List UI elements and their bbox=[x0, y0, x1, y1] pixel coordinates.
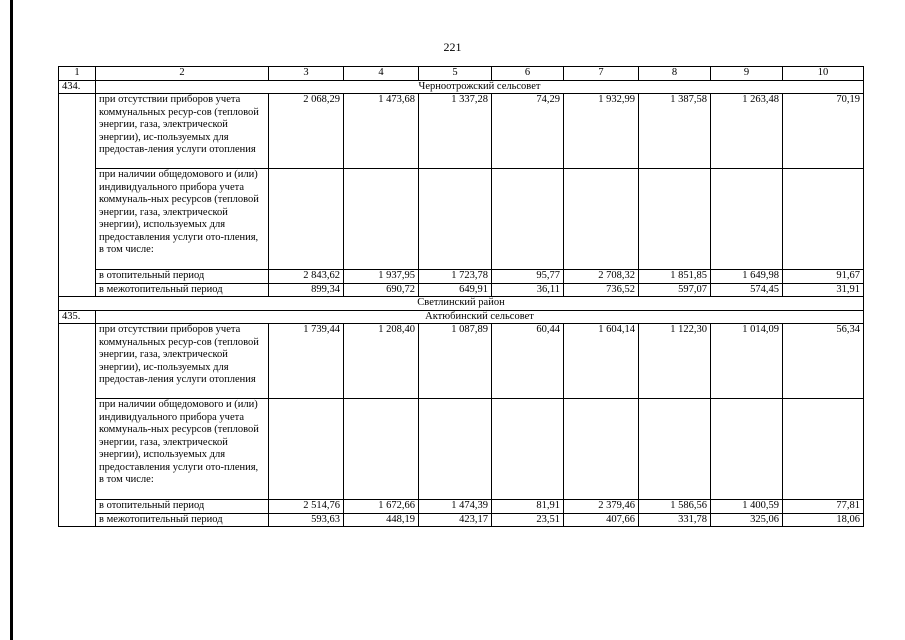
empty-cell bbox=[492, 399, 564, 500]
value-cell: 325,06 bbox=[711, 513, 783, 527]
value-cell: 1 586,56 bbox=[639, 500, 711, 514]
value-cell: 36,11 bbox=[492, 283, 564, 297]
value-cell: 690,72 bbox=[344, 283, 419, 297]
value-cell: 1 937,95 bbox=[344, 270, 419, 284]
value-cell: 597,07 bbox=[639, 283, 711, 297]
value-cell: 574,45 bbox=[711, 283, 783, 297]
value-cell: 1 014,09 bbox=[711, 324, 783, 399]
value-cell: 899,34 bbox=[269, 283, 344, 297]
row-number-spacer bbox=[59, 94, 96, 297]
value-cell: 23,51 bbox=[492, 513, 564, 527]
value-cell: 1 649,98 bbox=[711, 270, 783, 284]
row-number: 434. bbox=[59, 80, 96, 94]
table-row bbox=[59, 513, 864, 527]
row-label: в межотопительный период bbox=[96, 513, 269, 527]
municipality-row bbox=[59, 310, 864, 324]
empty-cell bbox=[564, 169, 639, 270]
value-cell: 736,52 bbox=[564, 283, 639, 297]
value-cell: 423,17 bbox=[419, 513, 492, 527]
value-cell: 1 851,85 bbox=[639, 270, 711, 284]
value-cell: 407,66 bbox=[564, 513, 639, 527]
header-cell: 4 bbox=[344, 67, 419, 81]
value-cell: 1 400,59 bbox=[711, 500, 783, 514]
empty-cell bbox=[711, 399, 783, 500]
value-cell: 60,44 bbox=[492, 324, 564, 399]
table-row bbox=[59, 399, 864, 500]
value-cell: 91,67 bbox=[783, 270, 864, 284]
row-label: при наличии общедомового и (или) индивидуального прибора учета коммуналь-ных ресурсов (тепловой энергии, газа, электрической энергии), используемых для предоставления услуги ото-пления, в том числе: bbox=[96, 399, 269, 500]
value-cell: 81,91 bbox=[492, 500, 564, 514]
empty-cell bbox=[344, 169, 419, 270]
header-cell: 9 bbox=[711, 67, 783, 81]
municipality-name: Актюбинский сельсовет bbox=[96, 310, 864, 324]
row-number-spacer bbox=[59, 324, 96, 527]
row-label: при отсутствии приборов учета коммунальных ресур-сов (тепловой энергии, газа, электрической энергии), ис-пользуемых для предостав-ления услуги отопления bbox=[96, 324, 269, 399]
empty-cell bbox=[419, 169, 492, 270]
empty-cell bbox=[639, 399, 711, 500]
table-row bbox=[59, 324, 864, 399]
empty-cell bbox=[492, 169, 564, 270]
left-margin-line bbox=[10, 0, 13, 640]
value-cell: 331,78 bbox=[639, 513, 711, 527]
value-cell: 2 843,62 bbox=[269, 270, 344, 284]
page-number: 221 bbox=[443, 40, 462, 54]
value-cell: 2 708,32 bbox=[564, 270, 639, 284]
header-cell: 2 bbox=[96, 67, 269, 81]
empty-cell bbox=[639, 169, 711, 270]
header-cell: 6 bbox=[492, 67, 564, 81]
table-row bbox=[59, 169, 864, 270]
empty-cell bbox=[419, 399, 492, 500]
header-cell: 8 bbox=[639, 67, 711, 81]
row-label: в отопительный период bbox=[96, 500, 269, 514]
district-row bbox=[59, 297, 864, 311]
header-cell: 7 bbox=[564, 67, 639, 81]
value-cell: 1 739,44 bbox=[269, 324, 344, 399]
header-cell: 1 bbox=[59, 67, 96, 81]
value-cell: 70,19 bbox=[783, 94, 864, 169]
value-cell: 1 208,40 bbox=[344, 324, 419, 399]
value-cell: 77,81 bbox=[783, 500, 864, 514]
value-cell: 74,29 bbox=[492, 94, 564, 169]
empty-cell bbox=[711, 169, 783, 270]
value-cell: 56,34 bbox=[783, 324, 864, 399]
row-label: в отопительный период bbox=[96, 270, 269, 284]
value-cell: 1 723,78 bbox=[419, 270, 492, 284]
value-cell: 593,63 bbox=[269, 513, 344, 527]
header-cell: 5 bbox=[419, 67, 492, 81]
value-cell: 1 604,14 bbox=[564, 324, 639, 399]
empty-cell bbox=[783, 169, 864, 270]
value-cell: 1 474,39 bbox=[419, 500, 492, 514]
district-name: Светлинский район bbox=[59, 297, 864, 311]
empty-cell bbox=[344, 399, 419, 500]
municipality-row bbox=[59, 80, 864, 94]
value-cell: 1 263,48 bbox=[711, 94, 783, 169]
value-cell: 2 514,76 bbox=[269, 500, 344, 514]
value-cell: 1 932,99 bbox=[564, 94, 639, 169]
municipality-name: Черноотрожский сельсовет bbox=[96, 80, 864, 94]
value-cell: 2 379,46 bbox=[564, 500, 639, 514]
value-cell: 2 068,29 bbox=[269, 94, 344, 169]
header-cell: 3 bbox=[269, 67, 344, 81]
table-row bbox=[59, 270, 864, 284]
value-cell: 1 087,89 bbox=[419, 324, 492, 399]
table-row bbox=[59, 283, 864, 297]
value-cell: 1 672,66 bbox=[344, 500, 419, 514]
tariff-table bbox=[58, 66, 864, 527]
empty-cell bbox=[269, 399, 344, 500]
row-label: при отсутствии приборов учета коммунальных ресур-сов (тепловой энергии, газа, электрической энергии), ис-пользуемых для предостав-ления услуги отопления bbox=[96, 94, 269, 169]
value-cell: 95,77 bbox=[492, 270, 564, 284]
row-label: в межотопительный период bbox=[96, 283, 269, 297]
value-cell: 1 473,68 bbox=[344, 94, 419, 169]
value-cell: 1 122,30 bbox=[639, 324, 711, 399]
empty-cell bbox=[564, 399, 639, 500]
empty-cell bbox=[783, 399, 864, 500]
table-row bbox=[59, 94, 864, 169]
empty-cell bbox=[269, 169, 344, 270]
row-number: 435. bbox=[59, 310, 96, 324]
value-cell: 1 337,28 bbox=[419, 94, 492, 169]
header-cell: 10 bbox=[783, 67, 864, 81]
value-cell: 1 387,58 bbox=[639, 94, 711, 169]
table-row bbox=[59, 500, 864, 514]
value-cell: 448,19 bbox=[344, 513, 419, 527]
row-label: при наличии общедомового и (или) индивидуального прибора учета коммуналь-ных ресурсов (тепловой энергии, газа, электрической энергии), используемых для предоставления услуги ото-пления, в том числе: bbox=[96, 169, 269, 270]
column-number-row bbox=[59, 67, 864, 81]
value-cell: 18,06 bbox=[783, 513, 864, 527]
value-cell: 649,91 bbox=[419, 283, 492, 297]
value-cell: 31,91 bbox=[783, 283, 864, 297]
